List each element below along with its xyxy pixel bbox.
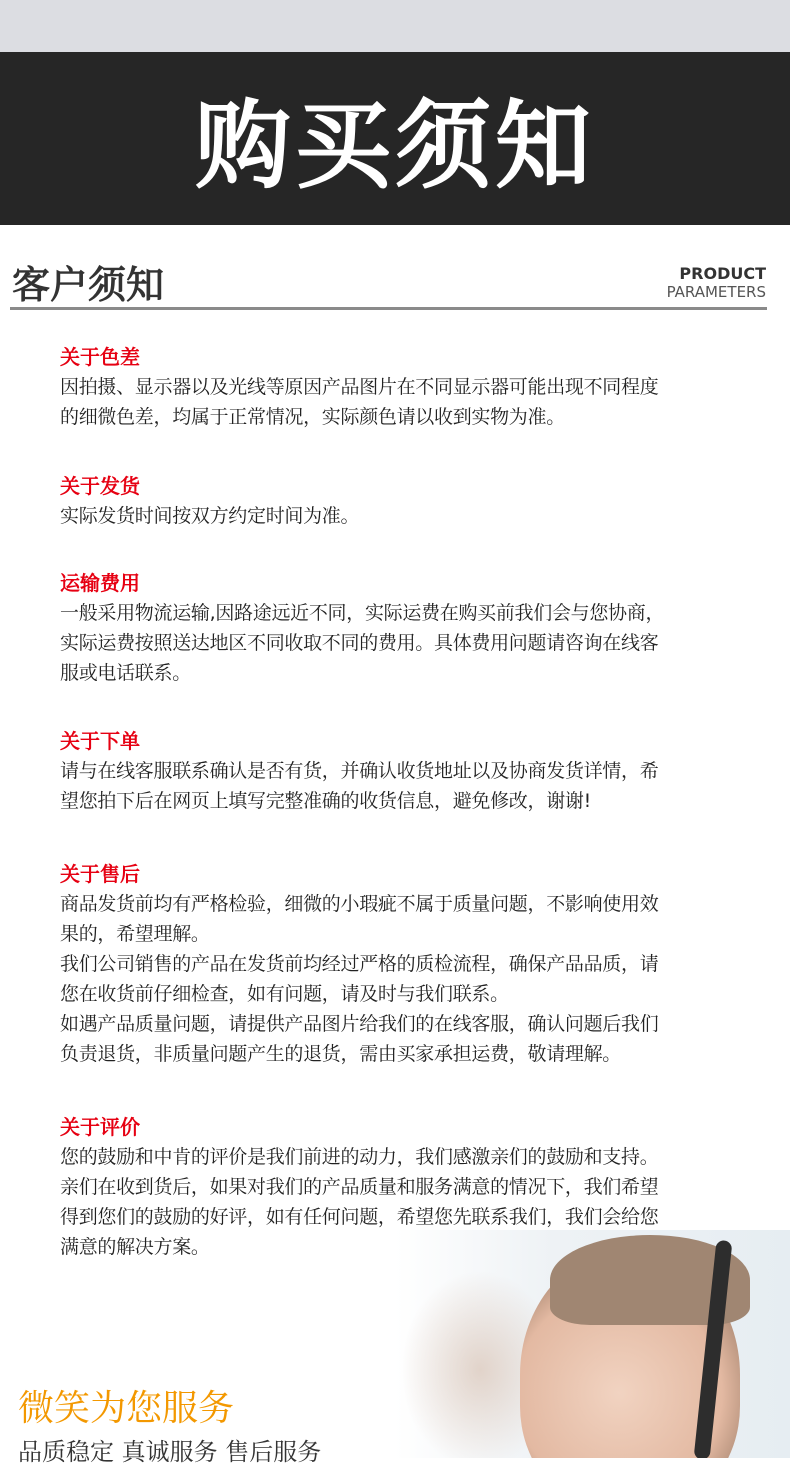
notice-text-line: 如遇产品质量问题，请提供产品图片给我们的在线客服，确认问题后我们 xyxy=(60,1013,659,1035)
notice-text-line: 满意的解决方案。 xyxy=(60,1236,210,1258)
notice-text-line: 请与在线客服联系确认是否有货，并确认收货地址以及协商发货详情，希 xyxy=(60,760,659,782)
notice-text-line: 您在收货前仔细检查，如有问题，请及时与我们联系。 xyxy=(60,983,509,1005)
notice-title: 关于评价 xyxy=(60,1115,140,1139)
notice-block xyxy=(60,859,740,1069)
service-slogan: 微笑为您服务 xyxy=(18,1388,235,1429)
notice-text-line: 实际运费按照送达地区不同收取不同的费用。具体费用问题请咨询在线客 xyxy=(60,632,659,654)
notice-title: 关于发货 xyxy=(60,474,140,498)
notice-block xyxy=(60,726,740,816)
banner-title: 购买须知 xyxy=(195,90,595,202)
notice-text-line: 服或电话联系。 xyxy=(60,662,191,684)
notice-text-line: 因拍摄、显示器以及光线等原因产品图片在不同显示器可能出现不同程度 xyxy=(60,376,659,398)
notice-text-line: 商品发货前均有严格检验，细微的小瑕疵不属于质量问题，不影响使用效 xyxy=(60,893,659,915)
notice-block xyxy=(60,342,740,432)
divider xyxy=(10,307,767,310)
notice-text-line: 亲们在收到货后，如果对我们的产品质量和服务满意的情况下，我们希望 xyxy=(60,1176,659,1198)
top-strip xyxy=(0,0,790,52)
notice-block xyxy=(60,471,740,531)
service-subtitle: 品质稳定 真诚服务 售后服务 xyxy=(18,1438,322,1466)
notice-title: 关于色差 xyxy=(60,345,140,369)
notice-text-line: 果的，希望理解。 xyxy=(60,923,210,945)
en-line-2: PARAMETERS xyxy=(666,283,766,301)
header-banner xyxy=(0,52,790,225)
notice-title: 关于售后 xyxy=(60,862,140,886)
notice-text-line: 实际发货时间按双方约定时间为准。 xyxy=(60,505,360,527)
notice-text-line: 得到您们的鼓励的好评，如有任何问题，希望您先联系我们，我们会给您 xyxy=(60,1206,659,1228)
notice-text-line: 一般采用物流运输,因路途远近不同，实际运费在购买前我们会与您协商， xyxy=(60,602,665,624)
notice-block xyxy=(60,1112,740,1262)
notice-text-line: 我们公司销售的产品在发货前均经过严格的质检流程，确保产品品质，请 xyxy=(60,953,659,975)
notice-text-line: 的细微色差，均属于正常情况，实际颜色请以收到实物为准。 xyxy=(60,406,565,428)
en-line-1: PRODUCT xyxy=(679,264,766,283)
notice-text-line: 望您拍下后在网页上填写完整准确的收货信息，避免修改，谢谢! xyxy=(60,790,591,812)
notice-text-line: 您的鼓励和中肯的评价是我们前进的动力，我们感激亲们的鼓励和支持。 xyxy=(60,1146,659,1168)
notice-block xyxy=(60,568,740,688)
section-en-label xyxy=(667,264,766,302)
section-title: 客户须知 xyxy=(12,263,165,307)
notice-title: 运输费用 xyxy=(60,571,140,595)
notice-text-line: 负责退货，非质量问题产生的退货，需由买家承担运费，敬请理解。 xyxy=(60,1043,622,1065)
notice-title: 关于下单 xyxy=(60,729,140,753)
